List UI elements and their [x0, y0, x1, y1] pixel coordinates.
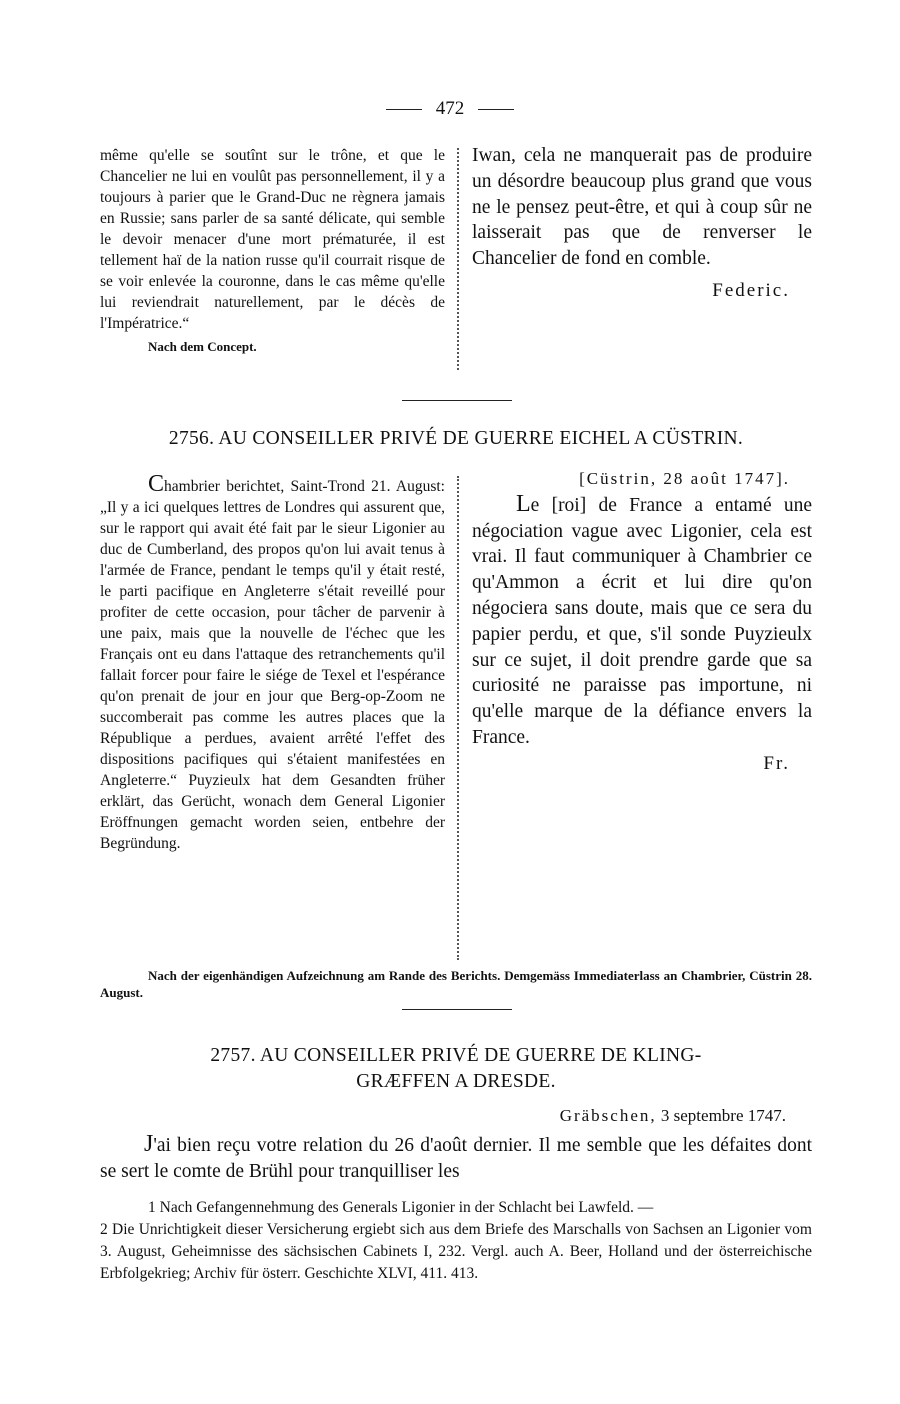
- page-number: [0, 98, 900, 120]
- section-rule-1: [402, 400, 512, 401]
- letter-2756-signature: Fr.: [763, 752, 790, 774]
- letter-2757-dateline: [100, 1106, 786, 1126]
- letter-2756-source-note: Nach der eigenhändigen Aufzeichnung am Rande des Berichts. Demgemäss Immediaterlass an Chambrier, Cüstrin 28. August.: [100, 968, 812, 1000]
- letter-2757-text: 'ai bien reçu votre relation du 26 d'août dernier. Il me semble que les défaites dont se sert le comte de Brühl pour tranquilliser les: [100, 1135, 812, 1182]
- report-dropcap: C: [148, 471, 165, 497]
- letter-2756-heading: 2756. AU CONSEILLER PRIVÉ DE GUERRE EICHEL A CÜSTRIN.: [168, 428, 744, 449]
- column-divider-1: [457, 148, 459, 370]
- continuation-signature: Federic.: [712, 279, 790, 301]
- page-number-dash-left: [386, 109, 422, 110]
- letter-2757-heading: [100, 1043, 812, 1095]
- footnotes: [100, 1197, 812, 1285]
- letter-2757-dateline-place: Gräbschen,: [559, 1106, 657, 1125]
- section-rule-2: [402, 1009, 512, 1010]
- letter-2757-dropcap: J: [144, 1131, 154, 1157]
- letter-2757-heading-line1: 2757. AU CONSEILLER PRIVÉ DE GUERRE DE KLING-: [210, 1045, 702, 1066]
- page-number-dash-right: [478, 109, 514, 110]
- continuation-right-text: Iwan, cela ne manquerait pas de produire un désordre beaucoup plus grand que vous ne le pensez peut-être, et qui à coup sûr ne laisserait pas que de renverser le Chancelier de fond en comble.: [472, 145, 812, 270]
- column-divider-2: [457, 476, 459, 960]
- letter-2756-report: [100, 471, 445, 854]
- page-number-text: 472: [435, 98, 465, 119]
- reply-dropcap: L: [516, 490, 531, 517]
- letter-2756-dateline: [Cüstrin, 28 août 1747].: [579, 469, 790, 488]
- letter-2757-body: [100, 1132, 812, 1185]
- letter-2757-heading-line2: GRÆFFEN A DRESDE.: [356, 1071, 556, 1092]
- footnote-2: 2 Die Unrichtigkeit dieser Versicherung ergiebt sich aus dem Briefe des Marschalls von Sachsen an Ligonier vom 3. August, Geheimnisse des sächsischen Cabinets I, 232. Vergl. auch A. Beer, Holland und der österreichische Erbfolgekrieg; Archiv für österr. Geschichte XLVI, 411. 413.: [100, 1221, 812, 1282]
- letter-2757-dateline-date: 3 septembre 1747.: [660, 1106, 786, 1125]
- continuation-source-note: Nach dem Concept.: [148, 339, 257, 354]
- continuation-left-text: même qu'elle se soutînt sur le trône, et que le Chancelier ne lui en voulût pas personnellement, il y a toujours à parier que le Grand-Duc ne règnera jamais en Russie; sans parler de sa santé délicate, qui semble le devoir menacer d'une mort prématurée, il est tellement haï de la nation russe qu'il courrait risque de se voir enlevée la couronne, dans le cas même qu'elle lui reviendrait naturellement, par le décès de l'Impératrice.“: [100, 147, 445, 332]
- report-text: hambrier berichtet, Saint-Trond 21. August: „Il y a ici quelques lettres de Londres qui assurent que, sur le rapport qui avait été fait par le sieur Ligonier au duc de Cumberland, des propos qu'on lui avait tenus à l'armée de France, pendant le temps qu'il y était resté, le parti pacifique en Angleterre s'était reveillé pour profiter de cette occasion, pour tâcher de parvenir à une paix, mais que la nouvelle de l'échec que les Français ont eu dans l'attaque des retranchements qu'il fallait forcer pour faire le siége de Texel et l'espérance qu'on prenait de jour en jour que Berg-op-Zoom ne succomberait pas comme les autres places que la République a perdues, avaient arrêté l'effet des dispositions pacifiques qui s'étaient manifestées en Angleterre.“ Puyzieulx hat dem Gesandten früher erklärt, das Gerücht, wonach dem General Ligonier Eröffnungen gemacht worden seien, entbehre der Begründung.: [100, 478, 445, 852]
- footnote-1: 1 Nach Gefangennehmung des Generals Ligonier in der Schlacht bei Lawfeld. —: [148, 1199, 654, 1216]
- letter-2756-reply: [472, 466, 812, 777]
- reply-text: e [roi] de France a entamé une négociation vague avec Ligonier, cela est vrai. Il faut communiquer à Chambrier ce qu'Ammon a écrit et lui dire qu'on négociera sans doute, mais que ce sera du papier perdu, et que, s'il sonde Puyzieulx sur ce sujet, il doit prendre garde que sa curiosité ne paraisse pas importune, ni qu'elle marque de la défiance envers la France.: [472, 494, 812, 748]
- continuation-right-column: [472, 143, 812, 304]
- continuation-left-column: [100, 145, 445, 355]
